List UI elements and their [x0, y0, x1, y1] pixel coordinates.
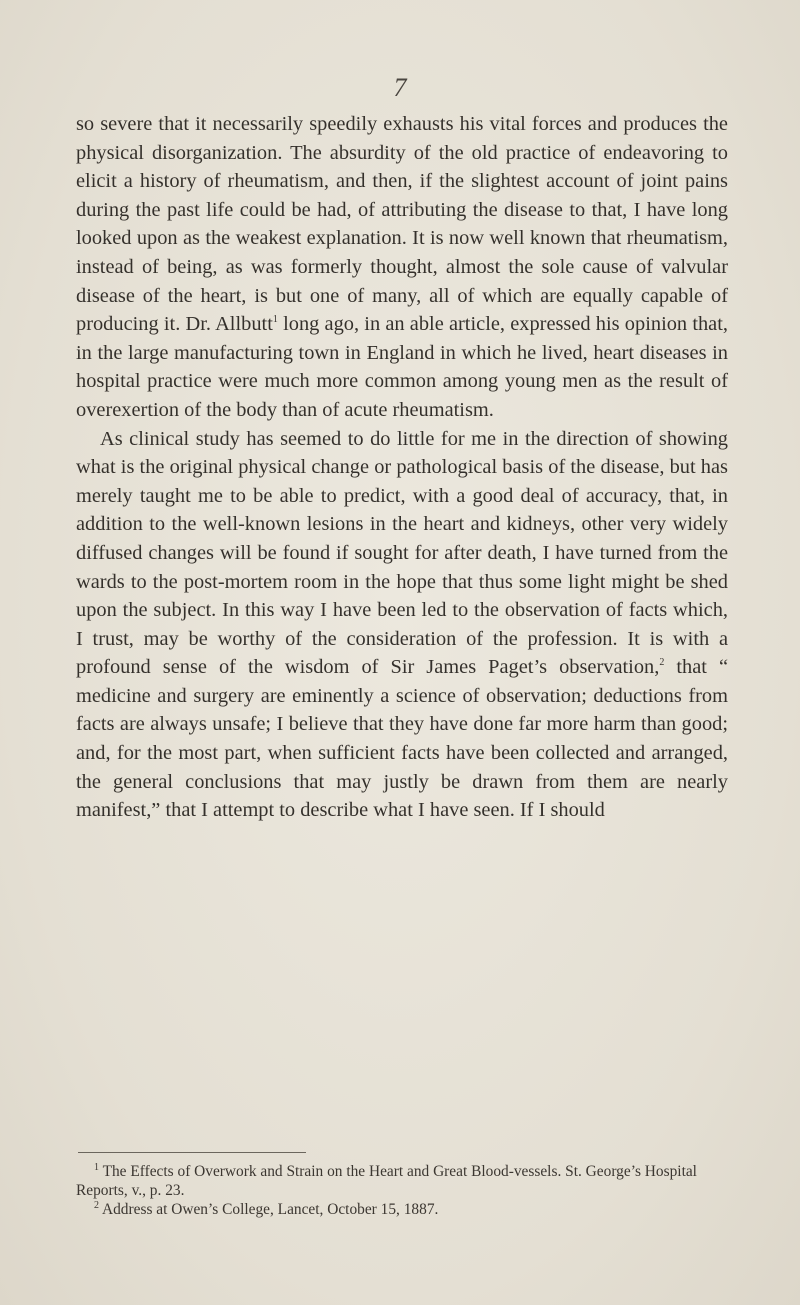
footnote-2-mark: 2: [94, 1199, 99, 1211]
paragraph-1-text-a: so severe that it necessarily speedily exhausts his vital forces and produces the physical disorganization. The absurdity of the old practice of endeavoring to elicit a history of rheumatism, and then, if the slightest account of joint pains during the past life could be had, of attributing the disease to that, I have long looked upon as the weakest explanation. It is now well known that rheumatism, instead of being, as was formerly thought, almost the sole cause of valvular disease of the heart, is but one of many, all of which are equally capable of producing it. Dr. Allbutt: [76, 113, 728, 336]
paragraph-2: [76, 425, 728, 825]
paragraph-2-text-a: As clinical study has seemed to do little for me in the direction of showing what is the original physical change or pathological basis of the disease, but has merely taught me to be able to predict, with a good deal of accuracy, that, in addition to the well-known lesions in the heart and kidneys, other very widely diffused changes will be found if sought for after death, I have turned from the wards to the post-mortem room in the hope that thus some light might be shed upon the subject. In this way I have been led to the observation of facts which, I trust, may be worthy of the consideration of the profession. It is with a profound sense of the wisdom of Sir James Paget’s observation,: [76, 427, 728, 679]
footnote-1-mark: 1: [94, 1161, 99, 1173]
body-text: [76, 110, 728, 825]
footnotes: [76, 1162, 728, 1219]
footnote-1: [76, 1162, 728, 1200]
footnote-1-text: The Effects of Overwork and Strain on the Heart and Great Blood-vessels. St. George’s Hospital Reports, v., p. 23.: [76, 1163, 697, 1199]
paragraph-1-text-b: long ago, in an able article, expressed his opinion that, in the large manufacturing town in England in which he lived, heart diseases in hospital practice were much more common among young men as the result of overexertion of the body than of acute rheumatism.: [76, 313, 728, 421]
paragraph-2-text-b: that “ medicine and surgery are eminently a science of observation; deductions from facts are always unsafe; I believe that they have done far more harm than good; and, for the most part, when sufficient facts have been collected and arranged, the general conclusions that may justly be drawn from them are nearly manifest,” that I attempt to describe what I have seen. If I should: [76, 656, 728, 822]
footnote-2: [76, 1200, 728, 1219]
footnote-ref-1: 1: [272, 314, 278, 326]
page-number: 7: [393, 73, 407, 102]
footnote-divider: [78, 1152, 306, 1153]
paragraph-1: [76, 110, 728, 425]
footnote-2-text: Address at Owen’s College, Lancet, October 15, 1887.: [99, 1201, 439, 1218]
footnote-ref-2: 2: [659, 657, 665, 669]
